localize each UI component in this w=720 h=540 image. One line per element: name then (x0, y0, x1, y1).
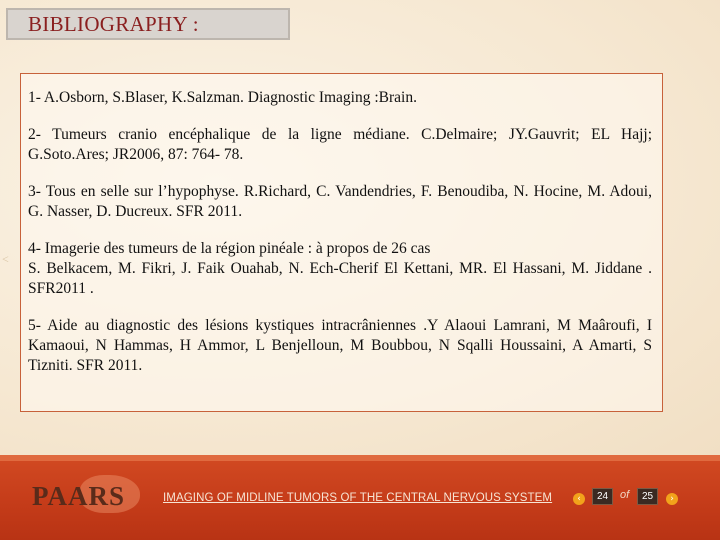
references-box (20, 73, 663, 412)
reference-3-text: 3- Tous en selle sur l’hypophyse. R.Richard, C. Vandendries, F. Benoudiba, N. Hocine, M. Adoui, G. Nasser, D. Ducreux. SFR 2011. (28, 183, 652, 220)
side-mark: < (2, 252, 9, 266)
footer-band (0, 455, 720, 461)
prev-slide-icon[interactable]: ‹ (573, 493, 585, 505)
reference-2 (28, 125, 652, 165)
reference-1 (28, 88, 652, 108)
reference-2-text: 2- Tumeurs cranio encéphalique de la ligne médiane. C.Delmaire; JY.Gauvrit; EL Hajj; G.Soto.Ares; JR2006, 87: 764- 78. (28, 126, 652, 163)
footer-bar (0, 455, 720, 540)
reference-4 (28, 239, 652, 299)
footer-title-link[interactable]: IMAGING OF MIDLINE TUMORS OF THE CENTRAL NERVOUS SYSTEM (163, 492, 553, 504)
page-title: BIBLIOGRAPHY : (28, 11, 199, 36)
reference-4-authors: S. Belkacem, M. Fikri, J. Faik Ouahab, N. Ech-Cherif El Kettani, MR. El Hassani, M. Jiddane . SFR2011 . (28, 260, 652, 297)
reference-1-text: 1- A.Osborn, S.Blaser, K.Salzman. Diagnostic Imaging :Brain. (28, 89, 417, 106)
page-of-label: of (620, 489, 630, 501)
title-box (6, 8, 290, 40)
current-page-number: 24 (592, 488, 613, 505)
paars-logo: PAARS (32, 481, 126, 511)
reference-3 (28, 182, 652, 222)
total-page-number: 25 (637, 488, 658, 505)
next-slide-icon[interactable]: › (666, 493, 678, 505)
reference-4-title: 4- Imagerie des tumeurs de la région pinéale : à propos de 26 cas (28, 240, 431, 257)
reference-5 (28, 316, 652, 376)
reference-5-text: 5- Aide au diagnostic des lésions kystiques intracrâniennes .Y Alaoui Lamrani, M Maâroufi, I Kamaoui, N Hammas, H Ammor, L Benjelloun, M Boubbou, N Sqalli Houssaini, A Amarti, S Tizniti. SFR 2011. (28, 317, 652, 374)
